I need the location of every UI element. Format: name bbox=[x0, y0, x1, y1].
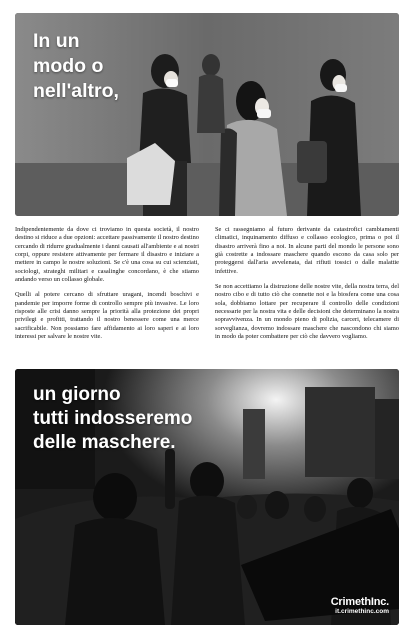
paragraph: Se non accettiamo la distruzione delle nostre vite, della nostra terra, del nostro cibo e di tutto ciò che connette noi e la biosfera come una cosa sola, dobbiamo lottare per recuperare il controllo delle condizioni necessarie per la nostra vita e delle decisioni che determinano la nostra sopravvivenza. In un mondo pieno di polizia, carceri, telecamere di sorveglianza, dovremo indossare maschere che nascondono chi siamo in modo da poter combattere per ciò che davvero vogliamo. bbox=[215, 283, 399, 341]
top-headline: In un modo o nell'altro, bbox=[33, 30, 119, 102]
article-left-column bbox=[15, 226, 199, 348]
bottom-headline: un giorno tutti indosseremo delle maschere. bbox=[33, 384, 193, 453]
paragraph: Se ci rassegniamo al futuro derivante da catastrofici cambiamenti climatici, inquinamento diffuso e collasso ecologico, prima o poi il disastro arriverà fino a noi. In alcune parti del mondo le persone sono già costrette a indossare maschere quando escono da casa solo per proteggersi dall'aria avvelenata, dai rifiuti tossici o dalle malattie infettive. bbox=[215, 226, 399, 275]
crimethinc-logo bbox=[331, 596, 389, 616]
paragraph: Quelli al potere cercano di sfruttare uragani, incendi boschivi e pandemie per imporre forme di controllo sempre più invasive. Le loro risposte alle crisi danno sempre la priorità alla protezione dei propri privilegi e profitti, trattando il nostro benessere come una merce sacrificabile. Non possiamo fare affidamento ai loro saperi e ai loro interessi per salvare le nostre vite. bbox=[15, 291, 199, 341]
bottom-photo bbox=[15, 369, 399, 625]
article-right-column bbox=[215, 226, 399, 348]
brand-name: CrimethInc. bbox=[330, 596, 389, 608]
brand-url: it.crimethinc.com bbox=[335, 608, 389, 615]
paragraph: Indipendentemente da dove ci troviamo in questa società, il nostro destino si riduce a due opzioni: accettare passivamente il nostro destino cercando di ridurre gradualmente i danni causati all'ambiente e ai nostri corpi, oppure resistere attivamente per fermare il disastro e iniziare a mettere in campo le nostre soluzioni. Se c'è una cosa su cui scienziati, sociologi, strateghi militari e casalinghe concordano, è che stiamo andando verso un collasso globale. bbox=[15, 226, 199, 284]
top-photo bbox=[15, 13, 399, 216]
